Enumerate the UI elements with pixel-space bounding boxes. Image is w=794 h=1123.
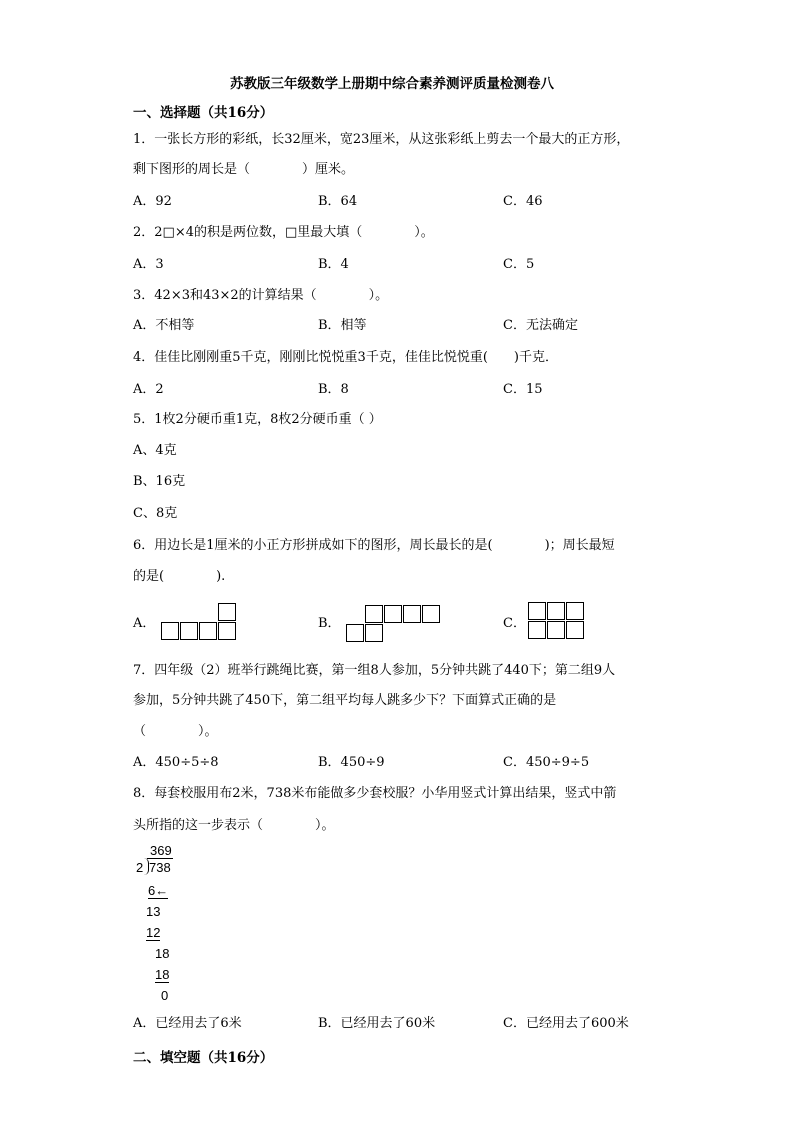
q2-option-a[interactable]: A．3 <box>133 257 164 272</box>
q6-figure-b <box>346 605 446 643</box>
q8-option-a[interactable]: A．已经用去了6米 <box>133 1016 242 1031</box>
square-cell <box>566 602 584 620</box>
q3-option-b[interactable]: B．相等 <box>318 318 367 333</box>
q8-line1: 8．每套校服用布2米，738米布能做多少套校服？小华用竖式计算出结果，竖式中箭 <box>133 786 617 801</box>
q1-line1: 1．一张长方形的彩纸，长32厘米，宽23厘米，从这张彩纸上剪去一个最大的正方形， <box>133 132 630 147</box>
q4-option-a[interactable]: A．2 <box>133 382 164 397</box>
q6-line1: 6．用边长是1厘米的小正方形拼成如下的图形，周长最长的是( )；周长最短 <box>133 538 615 553</box>
q1-option-b[interactable]: B．64 <box>318 194 358 209</box>
square-cell <box>528 602 546 620</box>
q7-line2: 参加，5分钟共跳了450下，第二组平均每人跳多少下？下面算式正确的是 <box>133 693 557 708</box>
division-step: 18 <box>155 946 170 961</box>
square-cell <box>218 622 236 640</box>
q3-option-c[interactable]: C．无法确定 <box>503 318 578 333</box>
q6-option-a[interactable]: A． <box>133 616 156 631</box>
long-division <box>133 843 193 1003</box>
q6-option-b[interactable]: B． <box>318 616 341 631</box>
square-cell <box>566 621 584 639</box>
division-step: 12 <box>146 925 161 940</box>
square-cell <box>422 605 440 623</box>
q5-option-c[interactable]: C、8克 <box>133 506 178 521</box>
q1-option-a[interactable]: A．92 <box>133 194 172 209</box>
q6-line2: 的是( ). <box>133 569 226 584</box>
q1-line2: 剩下图形的周长是（ ）厘米。 <box>133 162 355 177</box>
q4-line1: 4．佳佳比刚刚重5千克，刚刚比悦悦重3千克，佳佳比悦悦重( )千克． <box>133 350 558 365</box>
q4-option-c[interactable]: C．15 <box>503 382 543 397</box>
division-step-arrow: 6← <box>148 883 169 898</box>
q8-line2: 头所指的这一步表示（ ）。 <box>133 818 335 833</box>
q7-line3: （ ）。 <box>133 724 218 739</box>
q2-option-b[interactable]: B．4 <box>318 257 349 272</box>
section-2-heading: 二、填空题（共16分） <box>133 1050 274 1066</box>
square-cell <box>365 605 383 623</box>
square-cell <box>161 622 179 640</box>
division-dividend: 738 <box>149 860 171 875</box>
q2-option-c[interactable]: C．5 <box>503 257 535 272</box>
q7-line1: 7．四年级（2）班举行跳绳比赛，第一组8人参加，5分钟共跳了440下；第二组9人 <box>133 663 616 678</box>
square-cell <box>384 605 402 623</box>
q8-option-b[interactable]: B．已经用去了60米 <box>318 1016 436 1031</box>
q4-option-b[interactable]: B．8 <box>318 382 349 397</box>
q6-option-c[interactable]: C． <box>503 616 526 631</box>
q5-line1: 5．1枚2分硬币重1克，8枚2分硬币重（ ） <box>133 412 382 427</box>
division-bar <box>147 858 173 859</box>
division-quotient: 369 <box>150 843 172 858</box>
division-step: 13 <box>146 904 161 919</box>
square-cell <box>547 602 565 620</box>
square-cell <box>528 621 546 639</box>
square-cell <box>346 624 364 642</box>
q1-option-c[interactable]: C．46 <box>503 194 543 209</box>
q8-option-c[interactable]: C．已经用去了600米 <box>503 1016 629 1031</box>
q7-option-b[interactable]: B．450÷9 <box>318 755 385 770</box>
square-cell <box>199 622 217 640</box>
square-cell <box>365 624 383 642</box>
q3-option-a[interactable]: A．不相等 <box>133 318 195 333</box>
division-step: 0 <box>161 988 169 1003</box>
square-cell <box>547 621 565 639</box>
q6-figure-c <box>528 602 590 640</box>
q7-option-c[interactable]: C．450÷9÷5 <box>503 755 590 770</box>
division-step: 18 <box>155 967 170 982</box>
q2-line1: 2．2□×4的积是两位数，□里最大填（ ）。 <box>133 225 434 240</box>
square-cell <box>218 603 236 621</box>
square-cell <box>180 622 198 640</box>
page-title: 苏教版三年级数学上册期中综合素养测评质量检测卷八 <box>230 76 554 92</box>
section-1-heading: 一、选择题（共16分） <box>133 105 274 121</box>
q5-option-a[interactable]: A、4克 <box>133 443 177 458</box>
q3-line1: 3．42×3和43×2的计算结果（ ）。 <box>133 288 389 303</box>
q7-option-a[interactable]: A．450÷5÷8 <box>133 755 219 770</box>
division-divisor: 2 <box>136 860 144 875</box>
q5-option-b[interactable]: B、16克 <box>133 474 186 489</box>
square-cell <box>403 605 421 623</box>
q6-figure-a <box>161 603 241 641</box>
